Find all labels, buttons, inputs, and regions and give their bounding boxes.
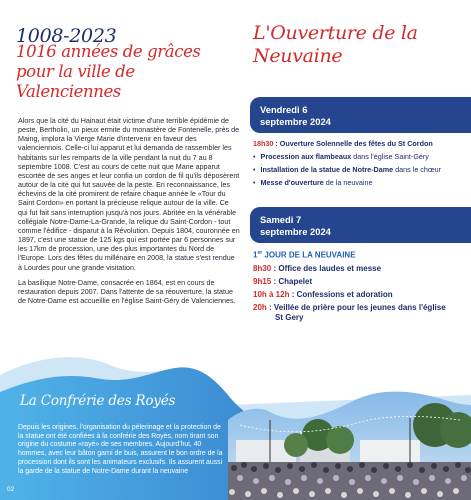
years-heading: 1008-2023 <box>16 25 117 47</box>
schedule-text: : Ouverture Solennelle des fêtes du St Cordon <box>273 139 433 148</box>
day-banner-line1: Samedi 7 <box>260 214 302 225</box>
intro-paragraph-2: La basilique Notre-Dame, consacrée en 1864, est en cours de restauration depuis 2007. Dans l'attente de sa réouverture, la statue de Notre-Dame est accueillie en l'église Saint-Géry de Valenciennes. <box>18 278 236 305</box>
schedule-bullet: • Procession aux flambeaux dans l'église Saint-Géry <box>253 152 465 161</box>
schedule-item: 20h : Veillée de prière pour les jeunes dans l'église <box>253 302 446 312</box>
subtitle-heading: 1016 années de grâces pour la ville de Valenciennes <box>16 42 201 101</box>
day-banner-line2: septembre 2024 <box>260 225 331 237</box>
page-number: 02 <box>7 486 15 493</box>
confrerie-text: Depuis les origines, l'organisation du pèlerinage et la protection de la statue ont été confiées à la confrérie des Royés, nom tirant son origine du costume «rayé» de ses membres. Aujourd'hui, 40 hommes, avec leur bâton garni de buis, assurent le bon ordre de la procession dont ils sont les animateurs exclusifs. Ils assurent aussi la garde de la statue de Notre-Dame durant la neuvaine <box>18 424 223 475</box>
schedule-bullet: • Installation de la statue de Notre-Dame dans le chœur <box>253 165 465 174</box>
schedule-item: 9h15 : Chapelet <box>253 276 313 286</box>
neuvaine-title: L'Ouverture de la Neuvaine <box>253 22 418 67</box>
day-banner-line1: Vendredi 6 <box>260 104 308 115</box>
intro-paragraph-1: Alors que la cité du Hainaut était victime d'une terrible épidémie de peste, Bertholin, un pieux ermite du monastère de Fontenelle, près de Maing, implora la Vierge Marie d'intervenir en faveur des valenciennois. Celle-ci lui apparut et lui demanda de rassembler les habitants sur les remparts de la ville pendant la nuit du 7 au 8 septembre 1008. C'est au cours de cette nuit que Marie apparut escortée de ses anges et leur confia un cordon de fil qu'ils déposèrent autour de la cité qui fut sauvée de la peste. En reconnaissance, les échevins de la cité promirent de refaire chaque année le «Tour du Saint Cordon» en portant la précieuse relique autour de la ville. Ce qui fut fait sans interruption jusqu'à nos jours. Abritée en la vénérable collégiale Notre-Dame-La-Grande, la relique du Saint-Cordon - tout comme l'édifice - disparut à la Révolution. Depuis 1804, couronnée en 1897, c'est une statue de 125 kgs qui est portée par 6 personnes sur les 17km de procession, une des plus importantes du Nord de l'Europe. Lors des fêtes du millénaire en 2008, la statue s'est rendue à Lourdes pour une grande visitation. <box>18 117 240 272</box>
schedule-item-continuation: St Gery <box>275 312 304 322</box>
day-banner-line2: septembre 2024 <box>260 115 331 127</box>
neuvaine-day-heading: 1er JOUR DE LA NEUVAINE <box>253 250 356 260</box>
confrerie-title: La Confrérie des Royés <box>20 393 176 409</box>
schedule-item: 8h30 : Office des laudes et messe <box>253 263 382 273</box>
schedule-bullet: • Messe d'ouverture de la neuvaine <box>253 178 465 187</box>
schedule-time: 18h30 <box>253 139 274 148</box>
schedule-item: 10h à 12h : Confessions et adoration <box>253 289 393 299</box>
procession-photo <box>228 380 471 500</box>
